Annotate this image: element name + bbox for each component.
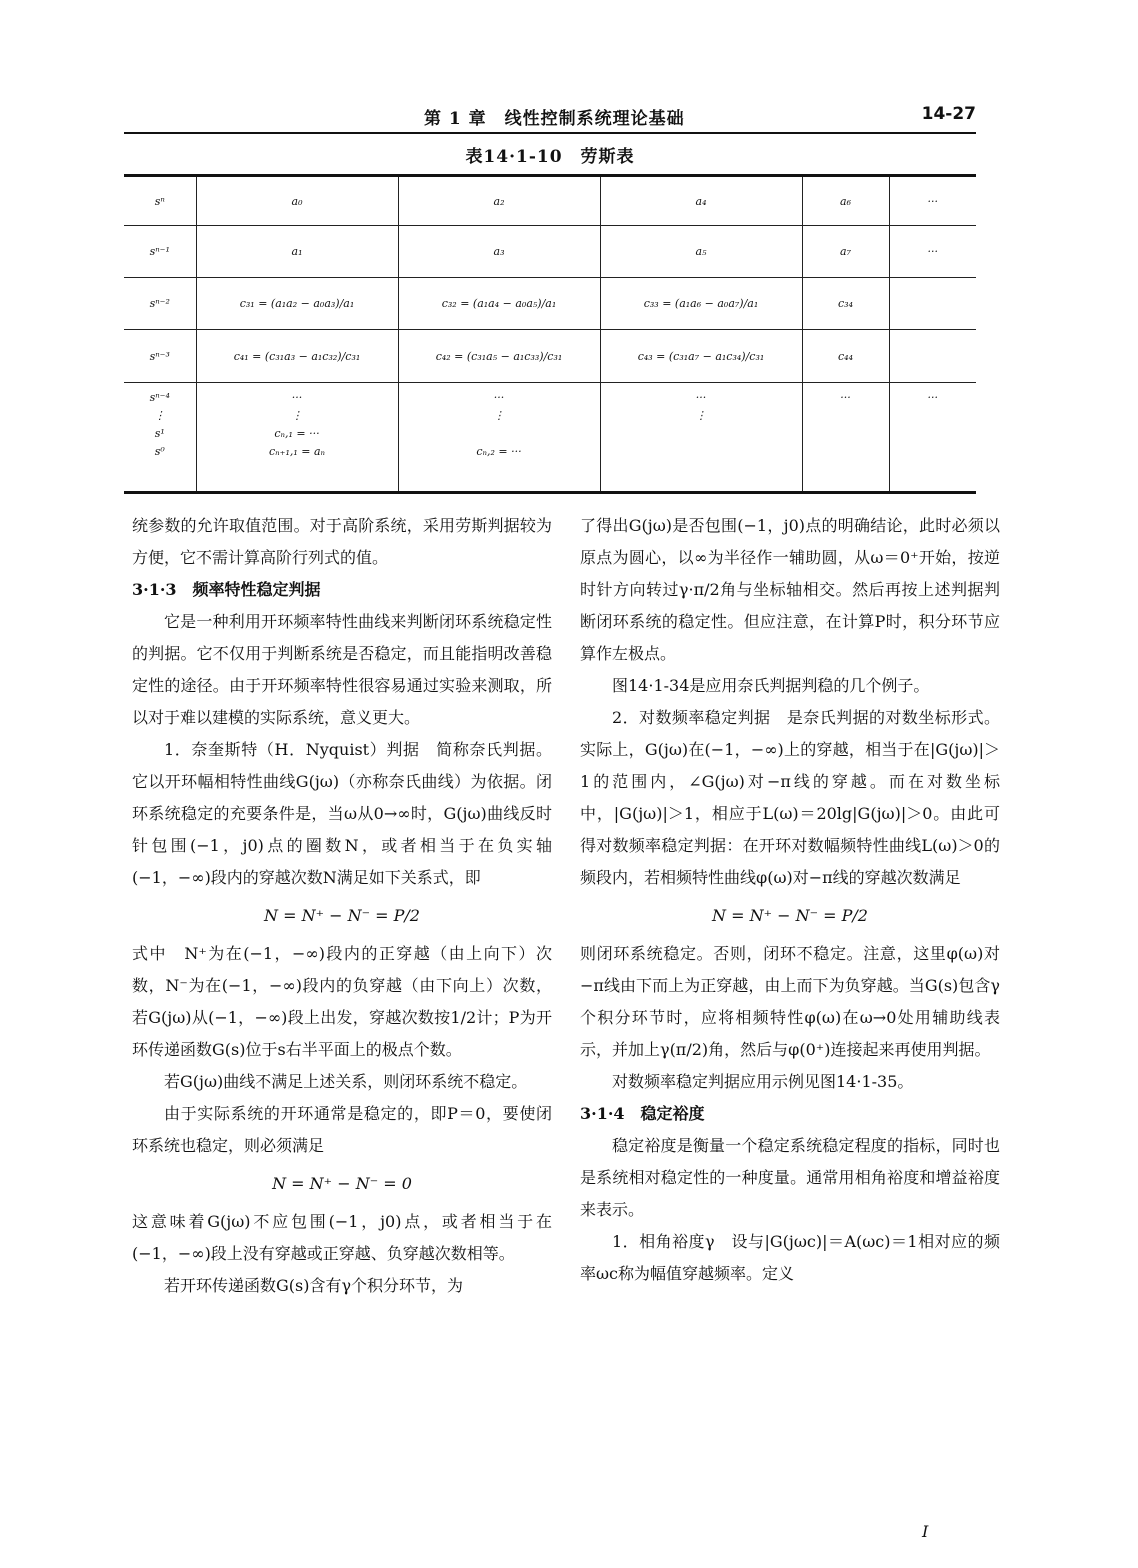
section-heading: 3·1·4 稳定裕度 [580,1104,705,1123]
paragraph: 若G(jω)曲线不满足上述关系，则闭环系统不稳定。 [164,1072,528,1091]
left-column [132,510,552,1302]
table-cell: ··· ⋮ [600,382,802,492]
table-cell: a₃ [398,226,600,278]
equation: N = N⁺ − N⁻ = P/2 [264,906,420,925]
table-cell: c₄₄ [802,330,889,382]
table-row [124,278,976,330]
table-cell [889,278,976,330]
table-cell: ··· [889,176,976,226]
table-cell: a₇ [802,226,889,278]
equation: N = N⁺ − N⁻ = P/2 [712,906,868,925]
paragraph: 对数频率稳定判据应用示例见图14·1-35。 [612,1072,914,1091]
table-row [124,176,976,226]
paragraph: 1．相角裕度γ 设与|G(jωc)|＝A(ωc)＝1相对应的频率ωc称为幅值穿越频率。定义 [580,1232,1000,1283]
table-cell: sⁿ⁻³ [124,330,196,382]
table-cell: c₃₃ = (a₁a₆ − a₀a₇)/a₁ [600,278,802,330]
table-title: 表14·1-10 劳斯表 [465,147,635,167]
table-cell: a₁ [196,226,398,278]
table-cell: ··· ⋮ cₙ,₁ = ··· cₙ₊₁,₁ = aₙ [196,382,398,492]
table-cell: ··· [889,382,976,492]
table-cell: sⁿ [124,176,196,226]
table-row [124,330,976,382]
paragraph: 稳定裕度是衡量一个稳定系统稳定程度的指标，同时也是系统相对稳定性的一种度量。通常用相角裕度和增益裕度来表示。 [580,1136,1000,1219]
routh-table [124,174,976,494]
table-cell: c₃₂ = (a₁a₄ − a₀a₅)/a₁ [398,278,600,330]
paragraph: 了得出G(jω)是否包围(−1，j0)点的明确结论，此时必须以原点为圆心，以∞为半径作一辅助圆，从ω＝0⁺开始，按逆时针方向转过γ·π/2角与坐标轴相交。然后再按上述判据判断闭环系统的稳定性。但应注意，在计算P时，积分环节应算作左极点。 [580,516,1000,663]
section-heading: 3·1·3 频率特性稳定判据 [132,580,321,599]
table-cell: c₄₁ = (c₃₁a₃ − a₁c₃₂)/c₃₁ [196,330,398,382]
table-cell: a₄ [600,176,802,226]
table-cell: sⁿ⁻¹ [124,226,196,278]
table-cell [889,330,976,382]
page-number: 14-27 [921,104,976,124]
table-cell: a₆ [802,176,889,226]
paragraph: 这意味着G(jω)不应包围(−1，j0)点，或者相当于在(−1，−∞)段上没有穿越或正穿越、负穿越次数相等。 [132,1212,552,1263]
paragraph: 1．奈奎斯特（H．Nyquist）判据 简称奈氏判据。它以开环幅相特性曲线G(jω)（亦称奈氏曲线）为依据。闭环系统稳定的充要条件是，当ω从0→∞时，G(jω)曲线反时针包围(−1，j0)点的圈数N，或者相当于在负实轴(−1，−∞)段内的穿越次数N满足如下关系式，即 [132,740,552,887]
table-cell: sⁿ⁻² [124,278,196,330]
table-cell: a₂ [398,176,600,226]
table-cell: c₃₄ [802,278,889,330]
equation: N = N⁺ − N⁻ = 0 [272,1174,412,1193]
paragraph: 由于实际系统的开环通常是稳定的，即P＝0，要使闭环系统也稳定，则必须满足 [132,1104,552,1155]
table-row [124,382,976,492]
table-cell: c₄₃ = (c₃₁a₇ − a₁c₃₄)/c₃₁ [600,330,802,382]
table-cell: ··· ⋮ cₙ,₂ = ··· [398,382,600,492]
table-cell: a₀ [196,176,398,226]
paragraph: 统参数的允许取值范围。对于高阶系统，采用劳斯判据较为方便，它不需计算高阶行列式的值。 [132,516,552,567]
page-mark: I [922,1522,929,1541]
paragraph: 式中 N⁺为在(−1，−∞)段内的正穿越（由上向下）次数，N⁻为在(−1，−∞)段内的负穿越（由下向上）次数，若G(jω)从(−1，−∞)段上出发，穿越次数按1/2计；P为开环传递函数G(s)位于s右半平面上的极点个数。 [132,944,552,1059]
paragraph: 则闭环系统稳定。否则，闭环不稳定。注意，这里φ(ω)对−π线由下而上为正穿越，由上而下为负穿越。当G(s)包含γ个积分环节时，应将相频特性φ(ω)在ω→0处用辅助线表示，并加上γ(π/2)角，然后与φ(0⁺)连接起来再使用判据。 [580,944,1000,1059]
table-cell: c₄₂ = (c₃₁a₅ − a₁c₃₃)/c₃₁ [398,330,600,382]
table-cell: c₃₁ = (a₁a₂ − a₀a₃)/a₁ [196,278,398,330]
paragraph: 2．对数频率稳定判据 是奈氏判据的对数坐标形式。实际上，G(jω)在(−1，−∞)上的穿越，相当于在|G(jω)|＞1的范围内，∠G(jω)对−π线的穿越。而在对数坐标中，|G(jω)|＞1，相应于L(ω)＝20lg|G(jω)|＞0。由此可得对数频率稳定判据：在开环对数幅频特性曲线L(ω)＞0的频段内，若相频特性曲线φ(ω)对−π线的穿越次数满足 [580,708,1000,887]
table-cell: a₅ [600,226,802,278]
paragraph: 图14·1-34是应用奈氏判据判稳的几个例子。 [612,676,930,695]
running-header [124,100,976,134]
table-cell: sⁿ⁻⁴ ⋮ s¹ s⁰ [124,382,196,492]
table-cell: ··· [802,382,889,492]
paragraph: 若开环传递函数G(s)含有γ个积分环节，为 [164,1276,464,1295]
table-row [124,226,976,278]
paragraph: 它是一种利用开环频率特性曲线来判断闭环系统稳定性的判据。它不仅用于判断系统是否稳定，而且能指明改善稳定性的途径。由于开环频率特性很容易通过实验来测取，所以对于难以建模的实际系统，意义更大。 [132,612,552,727]
chapter-title: 第 1 章 线性控制系统理论基础 [424,109,685,129]
right-column [580,510,1000,1290]
table-cell: ··· [889,226,976,278]
